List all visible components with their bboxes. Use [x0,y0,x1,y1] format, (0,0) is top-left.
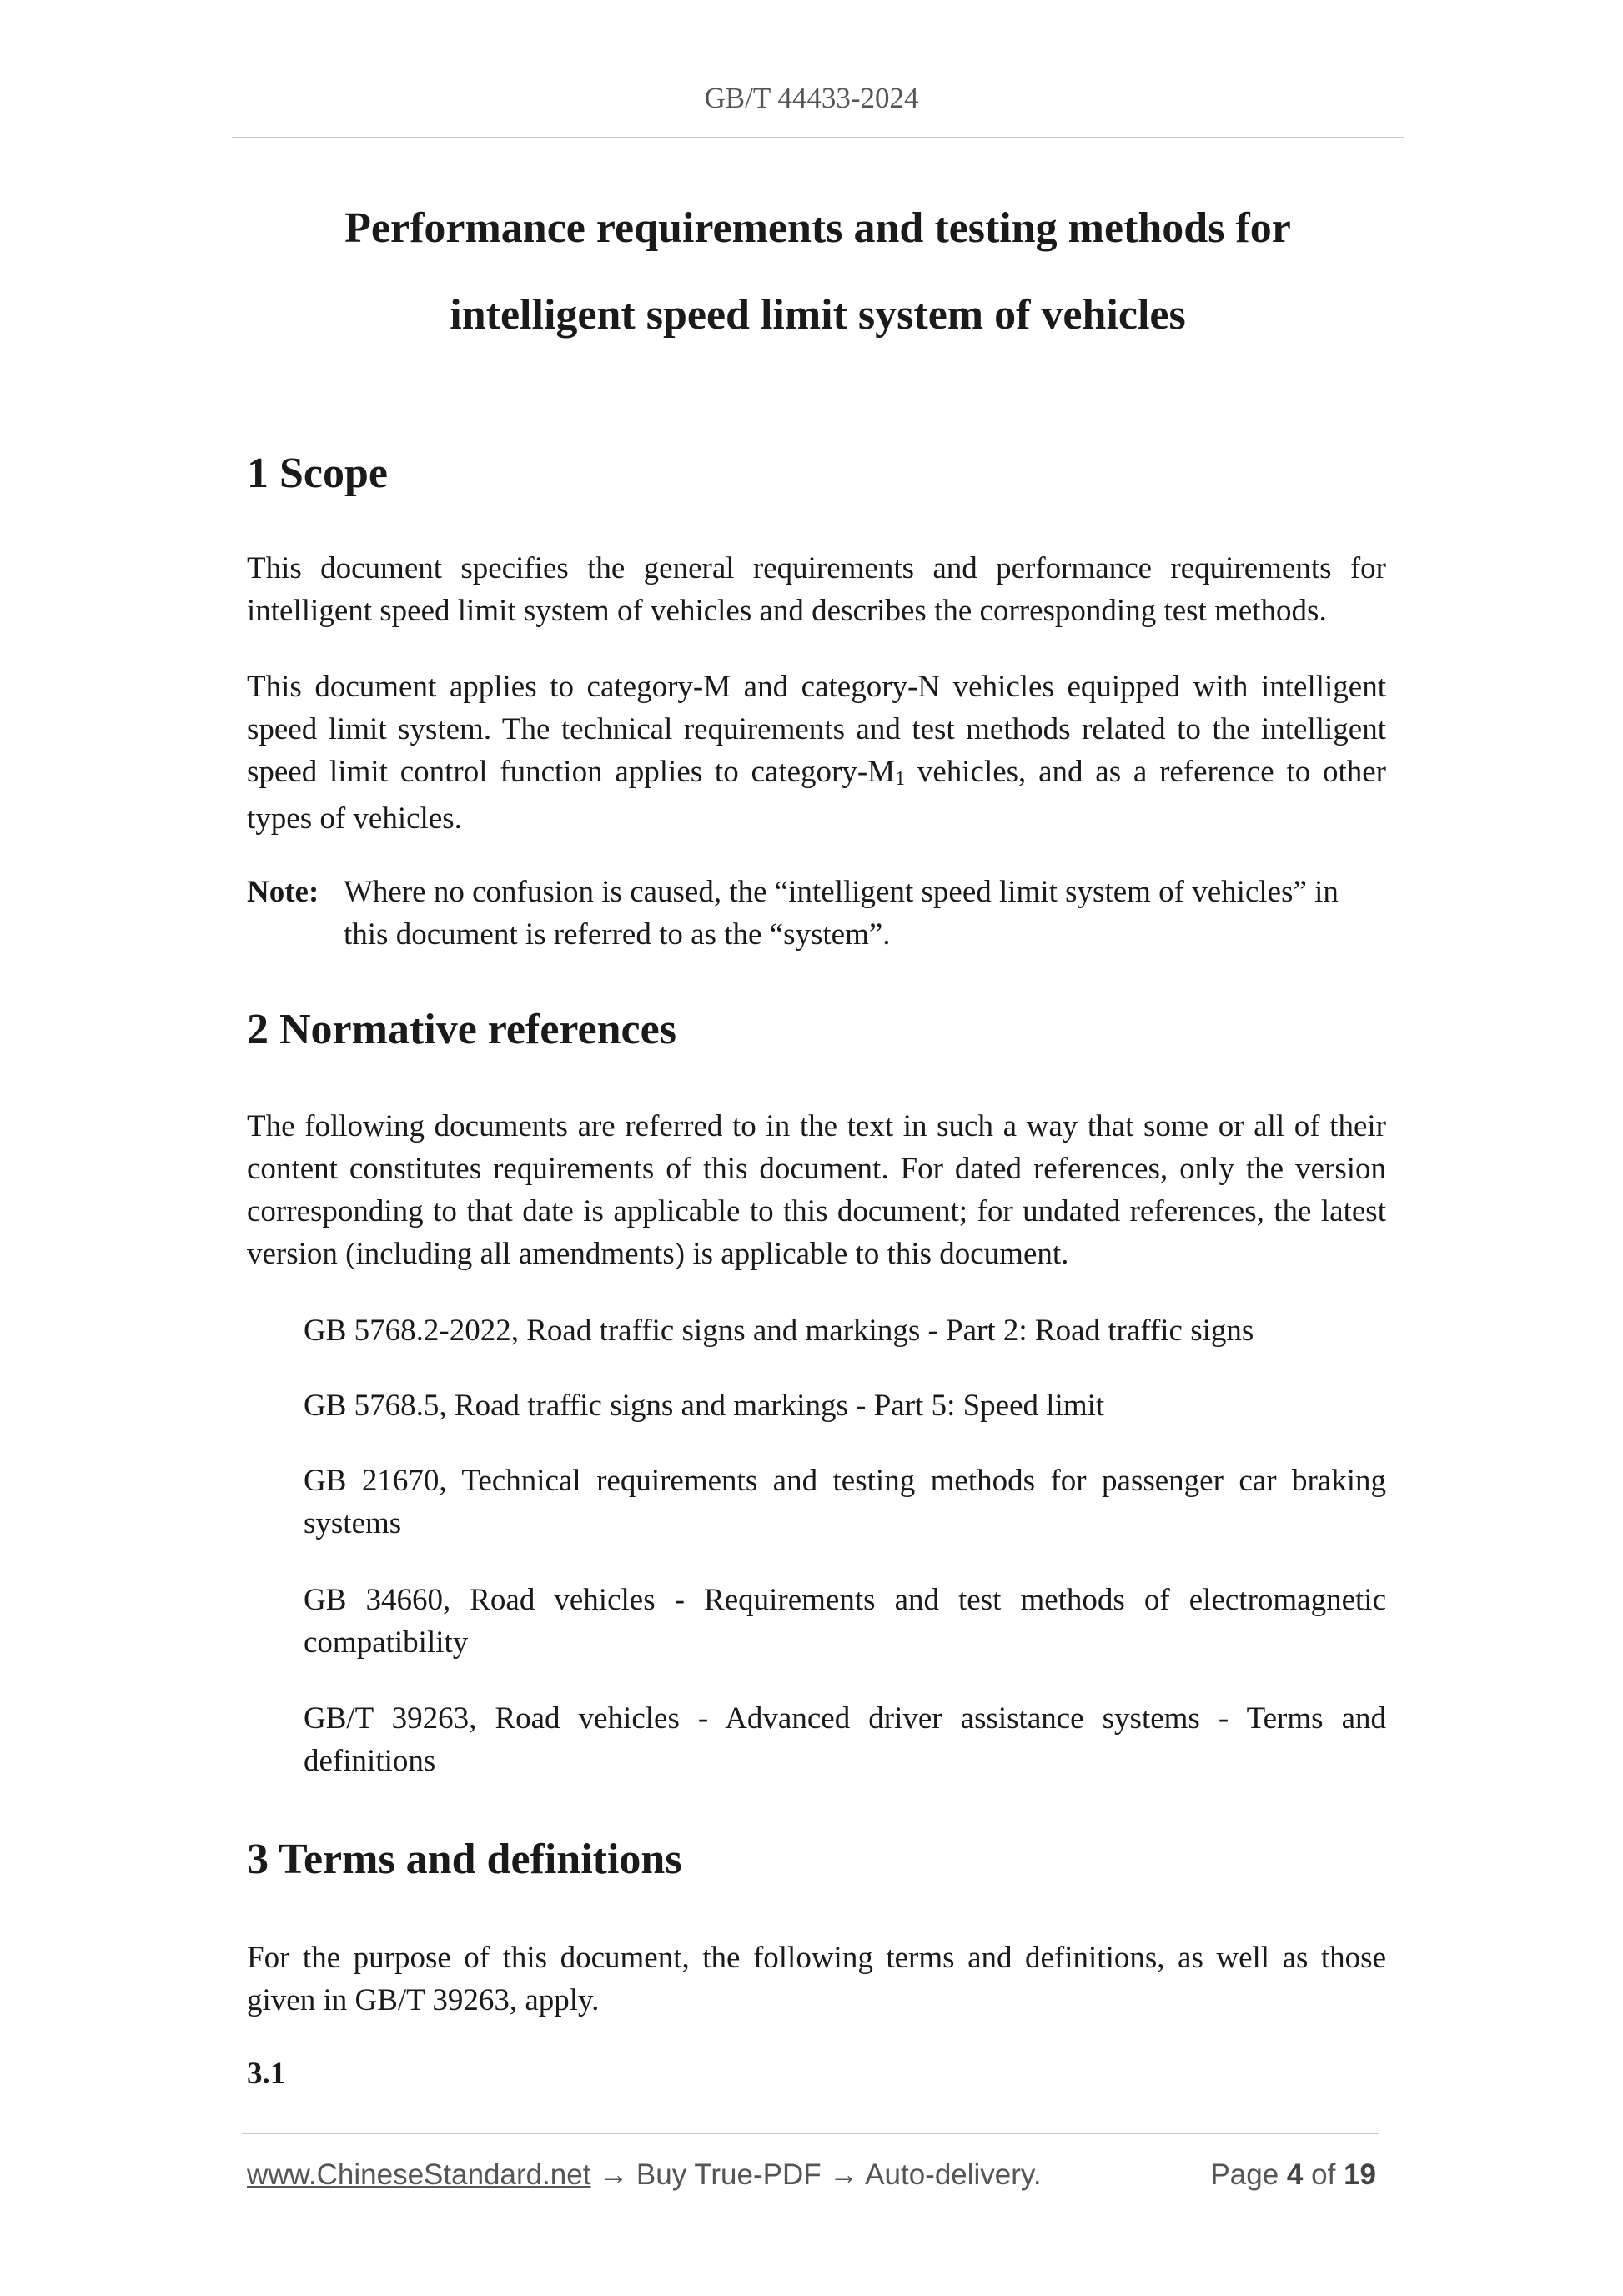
scope-paragraph-2 [247,666,1386,840]
scope-note [247,871,1386,956]
section-heading-terms-definitions: 3 Terms and definitions [247,1836,682,1883]
note-text: Where no confusion is caused, the “intelligent speed limit system of vehicles” in this document is referred to as the “system”. [344,875,1339,952]
scope-paragraph-1: This document specifies the general requirements and performance requirements for intelligent speed limit system of vehicles and describes the corresponding test methods. [247,551,1386,628]
footer-divider [242,2133,1379,2134]
total-page-count: 19 [1344,2158,1376,2191]
footer-promo [247,2158,1042,2192]
normative-reference-item: GB 5768.5, Road traffic signs and markings - Part 5: Speed limit [304,1389,1105,1423]
header-standard-code: GB/T 44433-2024 [704,82,919,114]
website-link[interactable]: www.ChineseStandard.net [247,2158,591,2191]
document-title-line-2: intelligent speed limit system of vehicles [450,291,1186,339]
section-heading-normative-references: 2 Normative references [247,1006,676,1053]
page-indicator [1210,2158,1376,2192]
section-heading-scope: 1 Scope [247,450,388,497]
scope-paragraph-2-text-b: vehicles, and as a reference to other types of vehicles. [247,755,1386,836]
clause-number: 3.1 [247,2057,286,2091]
header-divider [232,137,1404,138]
normative-intro-paragraph: The following documents are referred to in the text in such a way that some or all of their content constitutes requirements of this document. For dated references, only the version corresponding to that date is applicable to this document; for undated references, the latest version (including all amendments) is applicable to this document. [247,1109,1386,1271]
footer-promo-text: → Buy True-PDF → Auto-delivery. [590,2158,1042,2191]
note-label: Note: [247,875,319,909]
page-word: Page [1210,2158,1279,2191]
normative-reference-item: GB 5768.2-2022, Road traffic signs and markings - Part 2: Road traffic signs [304,1314,1254,1348]
normative-reference-item: GB 21670, Technical requirements and testing methods for passenger car braking systems [304,1464,1386,1540]
current-page-number: 4 [1286,2158,1304,2191]
category-subscript: 1 [895,768,906,790]
document-title-line-1: Performance requirements and testing methods for [344,204,1291,252]
scope-paragraph-2-text-a: This document applies to category-M and category-N vehicles equipped with intelligent speed limit system. The technical requirements and test methods related to the intelligent speed limit control function applies to category-M [247,670,1386,789]
of-word: of [1311,2158,1336,2191]
normative-reference-item: GB 34660, Road vehicles - Requirements and test methods of electromagnetic compatibility [304,1583,1386,1660]
terms-intro-paragraph: For the purpose of this document, the following terms and definitions, as well as those given in GB/T 39263, apply. [247,1941,1386,2017]
normative-reference-item: GB/T 39263, Road vehicles - Advanced driver assistance systems - Terms and definitions [304,1701,1386,1778]
document-title [232,185,1404,359]
